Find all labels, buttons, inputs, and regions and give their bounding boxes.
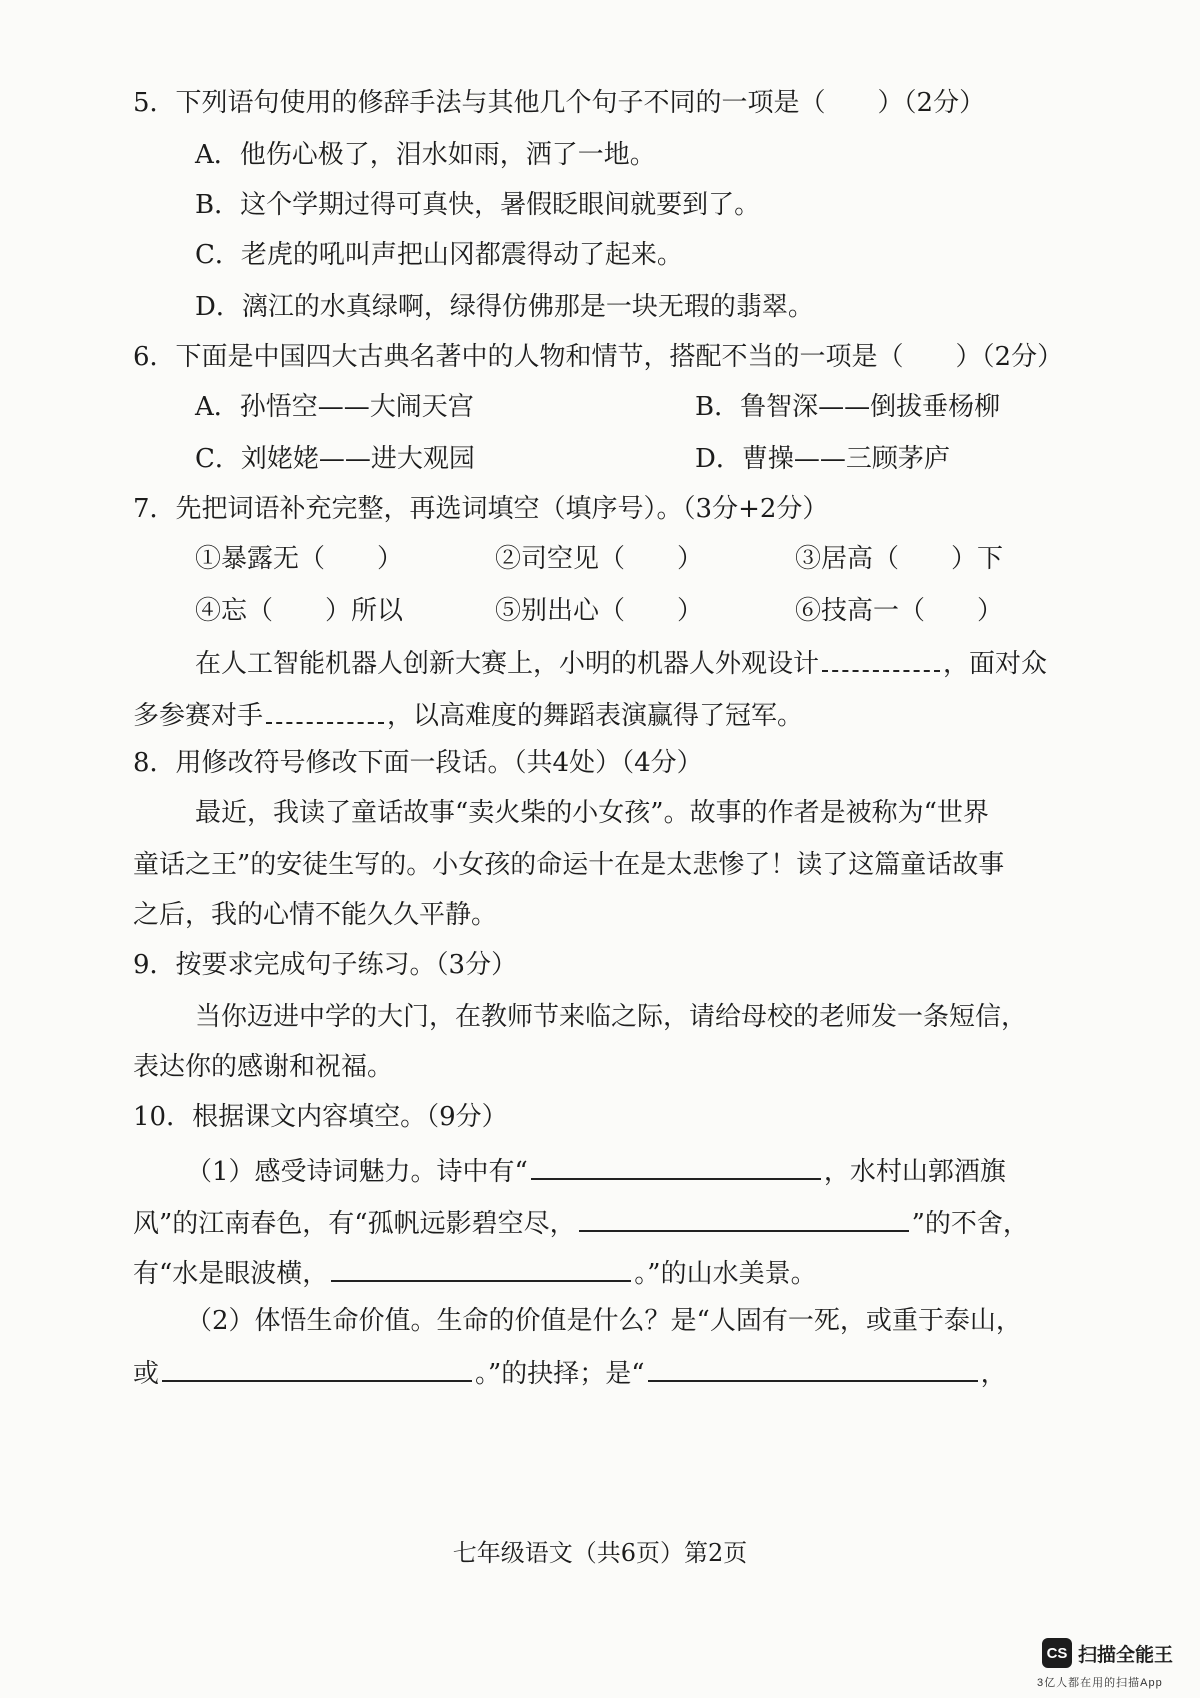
q7-passage-text: 在人工智能机器人创新大赛上，小明的机器人外观设计: [195, 649, 820, 679]
q5-option-d: D．漓江的水真绿啊，绿得仿佛那是一块无瑕的翡翠。: [195, 292, 814, 322]
q7-item-1: ①暴露无（ ）: [195, 544, 404, 574]
q10-part1-line-1: [186, 1152, 1006, 1189]
q7-blank-1[interactable]: [822, 644, 940, 672]
q9-stem: 9．按要求完成句子练习。（3分）: [133, 950, 518, 980]
q10-text: 或: [133, 1359, 160, 1389]
q6-option-d: D．曹操——三顾茅庐: [695, 444, 950, 474]
q5-stem: 5．下列语句使用的修辞手法与其他几个句子不同的一项是（ ）（2分）: [133, 88, 986, 118]
q6-option-b: B．鲁智深——倒拔垂杨柳: [695, 392, 1001, 422]
q7-item-6: ⑥技高一（ ）: [795, 596, 1004, 626]
q10-blank-2[interactable]: [579, 1204, 909, 1232]
q10-part2-line-1: （2）体悟生命价值。生命的价值是什么？是“人固有一死，或重于泰山，: [186, 1306, 1022, 1336]
scanner-app-name: 扫描全能王: [1078, 1644, 1174, 1666]
page-footer: 七年级语文（共6页）第2页: [452, 1539, 748, 1567]
q6-option-c: C．刘姥姥——进大观园: [195, 444, 475, 474]
q10-text: 。”的抉择；是“: [475, 1359, 645, 1389]
q7-item-5: ⑤别出心（ ）: [495, 596, 704, 626]
q8-passage-line-1: 最近，我读了童话故事“卖火柴的小女孩”。故事的作者是被称为“世界: [195, 798, 989, 828]
q10-part1-line-2: [133, 1204, 1029, 1241]
q10-part1-line-3: [133, 1254, 817, 1291]
q9-prompt-line-2: 表达你的感谢和祝福。: [133, 1052, 394, 1082]
scanner-tagline: 3亿人都在用的扫描App: [1037, 1677, 1163, 1689]
q10-part2-line-2: [133, 1354, 1007, 1391]
q10-text: ，: [980, 1359, 1007, 1389]
q7-item-3: ③居高（ ）下: [795, 544, 1004, 574]
q8-passage-line-2: 童话之王”的安徒生写的。小女孩的命运十在是太悲惨了！读了这篇童话故事: [133, 850, 1005, 880]
q10-text: 。”的山水美景。: [634, 1259, 817, 1289]
q6-option-a: A．孙悟空——大闹天宫: [195, 392, 474, 422]
q7-passage-line-1: [195, 644, 1047, 681]
q7-item-2: ②司空见（ ）: [495, 544, 704, 574]
q5-option-b: B．这个学期过得可真快，暑假眨眼间就要到了。: [195, 190, 761, 220]
q5-option-c: C．老虎的吼叫声把山冈都震得动了起来。: [195, 240, 683, 270]
q10-text: （1）感受诗词魅力。诗中有“: [186, 1157, 528, 1187]
q10-blank-1[interactable]: [531, 1152, 821, 1180]
q10-blank-4[interactable]: [162, 1354, 472, 1382]
q10-text: ，水村山郭酒旗: [823, 1157, 1006, 1187]
q7-stem: 7．先把词语补充完整，再选词填空（填序号）。（3分+2分）: [133, 494, 829, 524]
q7-passage-line-2: [133, 696, 803, 733]
q9-prompt-line-1: 当你迈进中学的大门，在教师节来临之际，请给母校的老师发一条短信，: [195, 1002, 1028, 1032]
q7-passage-text: ，面对众: [943, 649, 1048, 679]
scanner-logo-icon: CS: [1042, 1638, 1072, 1668]
q6-stem: 6．下面是中国四大古典名著中的人物和情节，搭配不当的一项是（ ）（2分）: [133, 342, 1064, 372]
q10-stem: 10．根据课文内容填空。（9分）: [133, 1102, 508, 1132]
q5-option-a: A．他伤心极了，泪水如雨，洒了一地。: [195, 140, 656, 170]
q7-item-4: ④忘（ ）所以: [195, 596, 404, 626]
q7-passage-text: ，以高难度的舞蹈表演赢得了冠军。: [387, 701, 804, 731]
q7-blank-2[interactable]: [266, 696, 384, 724]
q10-text: 风”的江南春色，有“孤帆远影碧空尽，: [133, 1209, 576, 1239]
q10-blank-3[interactable]: [331, 1254, 631, 1282]
q8-stem: 8．用修改符号修改下面一段话。（共4处）（4分）: [133, 748, 703, 778]
q10-text: ”的不舍，: [911, 1209, 1029, 1239]
q10-text: 有“水是眼波横，: [133, 1259, 329, 1289]
q7-passage-text: 多参赛对手: [133, 701, 264, 731]
q10-blank-5[interactable]: [648, 1354, 978, 1382]
scanner-watermark: [1042, 1638, 1173, 1668]
q8-passage-line-3: 之后，我的心情不能久久平静。: [133, 900, 498, 930]
